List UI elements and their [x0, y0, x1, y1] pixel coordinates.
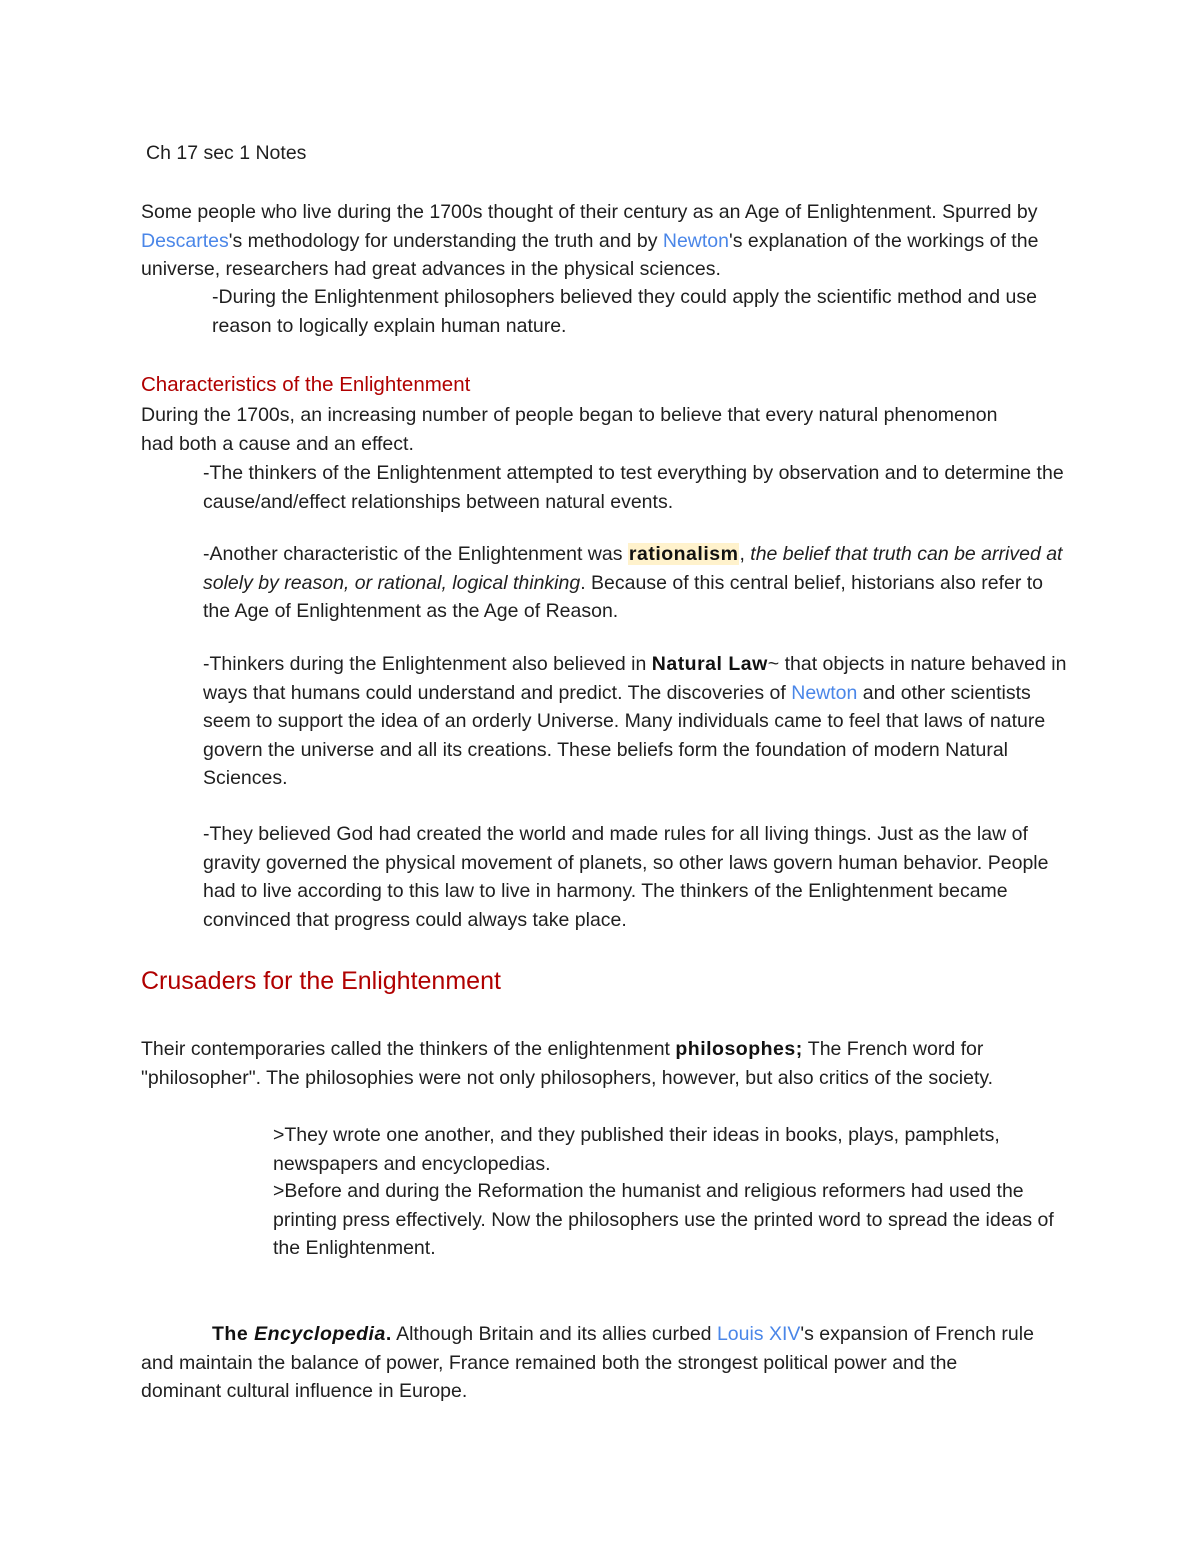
document-title: Ch 17 sec 1 Notes [146, 142, 307, 164]
characteristics-point-rationalism [203, 540, 1073, 626]
crusaders-bullet-printing-press: >Before and during the Reformation the humanist and religious reformers had used the printing press effectively. Now the philosophers use the printed word to spread the ideas of the Enlightenment. [273, 1180, 1054, 1260]
louis-xiv-link[interactable]: Louis XIV [716, 1323, 801, 1345]
paragraph-text: Although Britain and its allies curbed [391, 1323, 717, 1345]
point-text: -Thinkers during the Enlightenment also believed in [203, 653, 652, 675]
lead-title: Encyclopedia [254, 1323, 386, 1345]
crusaders-paragraph [141, 1035, 1061, 1092]
lead-text: . [385, 1323, 392, 1345]
crusaders-bullet-published: >They wrote one another, and they published their ideas in books, plays, pamphlets, newspapers and encyclopedias. [273, 1124, 1000, 1175]
point-text: . Because of this central belief, historians also refer to the Age of Enlightenment as the Age of Reason. [203, 571, 1044, 623]
highlighted-term-rationalism: rationalism [628, 543, 739, 565]
point-text: -Another characteristic of the Enlightenment was [203, 543, 628, 565]
paragraph-text: Their contemporaries called the thinkers of the enlightenment [141, 1038, 676, 1060]
characteristics-point-natural-law [203, 650, 1073, 793]
characteristics-paragraph: During the 1700s, an increasing number of people began to believe that every natural phenomenon had both a cause and an effect. [141, 404, 998, 455]
paragraph-text: 's expansion of French rule and maintain the balance of power, France remained both the strongest political power and the dominant cultural influence in Europe. [141, 1323, 1034, 1403]
point-text: , [739, 543, 751, 565]
newton-link[interactable]: Newton [791, 681, 858, 704]
point-text: ~ that objects in nature behaved in ways that humans could understand and predict. The discoveries of [203, 653, 1067, 704]
characteristics-point-observation: -The thinkers of the Enlightenment attempted to test everything by observation and to determine the cause/and/effect relationships between natural events. [203, 462, 1064, 513]
intro-text: 's methodology for understanding the truth and by [228, 229, 663, 252]
characteristics-point-god-laws: -They believed God had created the world and made rules for all living things. Just as the law of gravity governed the physical movement of planets, so other laws govern human behavior. People had to live according to this law to live in harmony. The thinkers of the Enlightenment became convinced that progress could always take place. [203, 823, 1049, 931]
paragraph-text: The French word for "philosopher". The philosophies were not only philosophers, however, but also critics of the society. [141, 1038, 994, 1089]
lead-text: The [212, 1323, 255, 1345]
intro-text: Some people who live during the 1700s thought of their century as an Age of Enlightenment. Spurred by [141, 201, 1038, 223]
rationalism-definition: the belief that truth can be arrived at solely by reason, or rational, logical thinking [203, 543, 1063, 594]
section-heading-crusaders: Crusaders for the Enlightenment [141, 967, 501, 995]
intro-paragraph [141, 198, 1081, 284]
intro-subpoint: -During the Enlightenment philosophers believed they could apply the scientific method and use reason to logically explain human nature. [212, 286, 1037, 337]
term-natural-law: Natural Law [651, 653, 768, 675]
point-text: and other scientists seem to support the idea of an orderly Universe. Many individuals came to feel that laws of nature govern the universe and all its creations. These beliefs form the foundation of modern Natural Sciences. [203, 681, 1046, 790]
newton-link[interactable]: Newton [662, 229, 729, 252]
section-heading-characteristics: Characteristics of the Enlightenment [141, 373, 471, 396]
intro-text: 's explanation of the workings of the universe, researchers had great advances in the physical sciences. [141, 229, 1039, 281]
encyclopedia-paragraph [141, 1320, 1041, 1406]
term-philosophes: philosophes; [675, 1038, 803, 1060]
encyclopedia-lead [212, 1323, 392, 1345]
descartes-link[interactable]: Descartes [141, 229, 229, 252]
